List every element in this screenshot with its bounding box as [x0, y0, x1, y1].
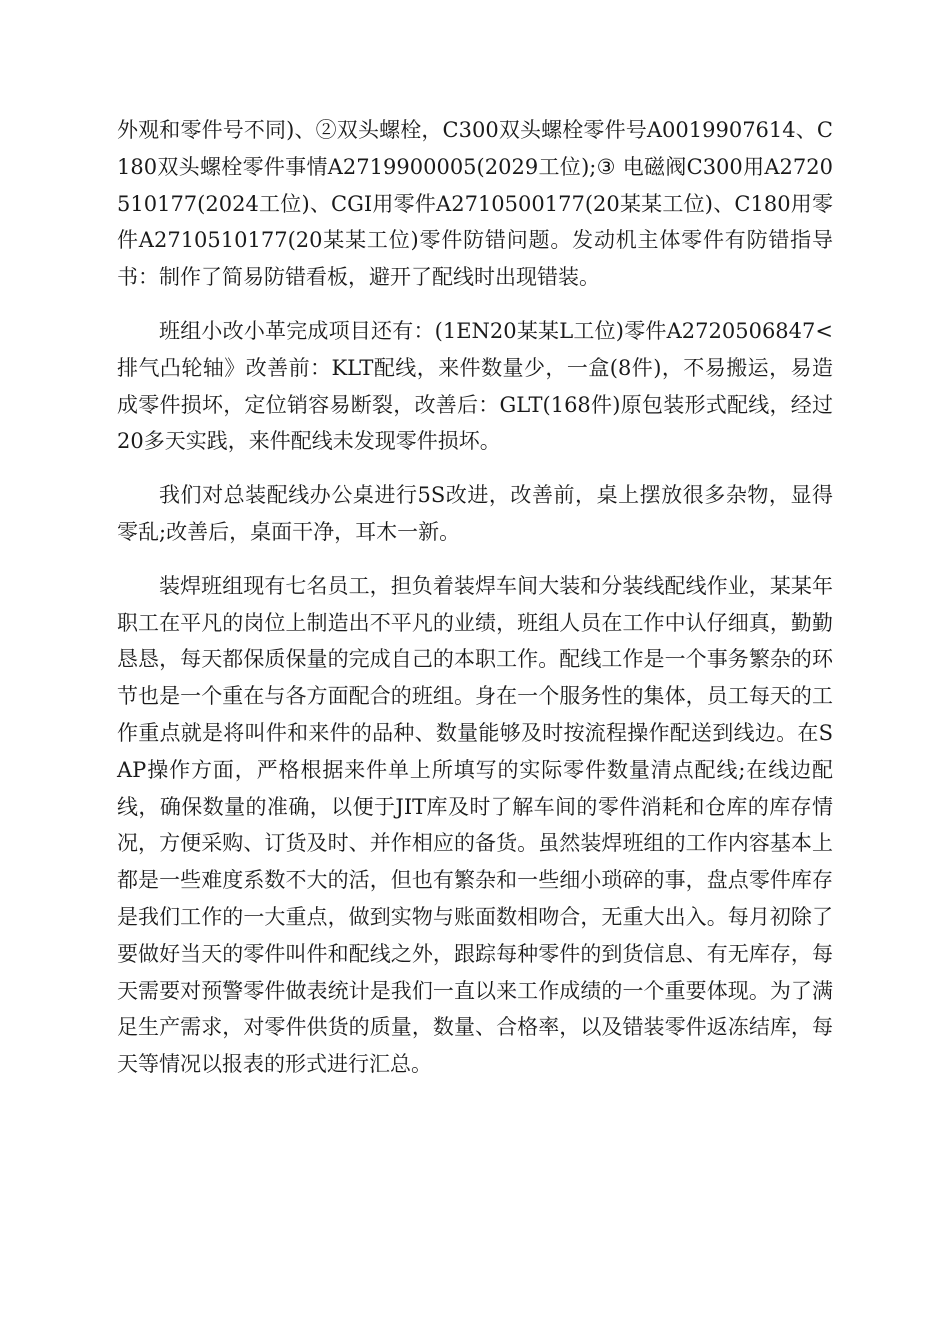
document-body: [117, 112, 833, 1100]
paragraph-continued: 外观和零件号不同)、②双头螺栓，C300双头螺栓零件号A0019907614、C180双头螺栓零件事情A2719900005(2029工位);③ 电磁阀C300用A2720510177(2024工位)、CGI用零件A2710500177(20某某工位)、C180用零件A2710510177(20某某工位)零件防错问题。发动机主体零件有防错指导书：制作了简易防错看板，避开了配线时出现错装。: [117, 118, 833, 290]
paragraph-improvement-items: 班组小改小革完成项目还有：(1EN20某某L工位)零件A2720506847<排气凸轮轴》改善前：KLT配线，来件数量少，一盒(8件)，不易搬运，易造成零件损坏，定位销容易断裂，改善后：GLT(168件)原包装形式配线，经过20多天实践，来件配线未发现零件损坏。: [117, 318, 833, 454]
paragraph-5s-improvement: 我们对总装配线办公桌进行5S改进，改善前，桌上摆放很多杂物，显得零乱;改善后，桌面干净，耳木一新。: [117, 483, 833, 544]
paragraph-welding-team: 装焊班组现有七名员工，担负着装焊车间大装和分装线配线作业，某某年职工在平凡的岗位上制造出不平凡的业绩，班组人员在工作中认仔细真，勤勤恳恳，每天都保质保量的完成自己的本职工作。配线工作是一个事务繁杂的环节也是一个重在与各方面配合的班组。身在一个服务性的集体，员工每天的工作重点就是将叫件和来件的品种、数量能够及时按流程操作配送到线边。在SAP操作方面，严格根据来件单上所填写的实际零件数量清点配线;在线边配线，确保数量的准确，以便于JIT库及时了解车间的零件消耗和仓库的库存情况，方便采购、订货及时、并作相应的备货。虽然装焊班组的工作内容基本上都是一些难度系数不大的活，但也有繁杂和一些细小琐碎的事，盘点零件库存是我们工作的一大重点，做到实物与账面数相吻合，无重大出入。每月初除了要做好当天的零件叫件和配线之外，跟踪每种零件的到货信息、有无库存，每天需要对预警零件做表统计是我们一直以来工作成绩的一个重要体现。为了满足生产需求，对零件供货的质量，数量、合格率，以及错装零件返冻结库，每天等情况以报表的形式进行汇总。: [117, 573, 833, 1077]
